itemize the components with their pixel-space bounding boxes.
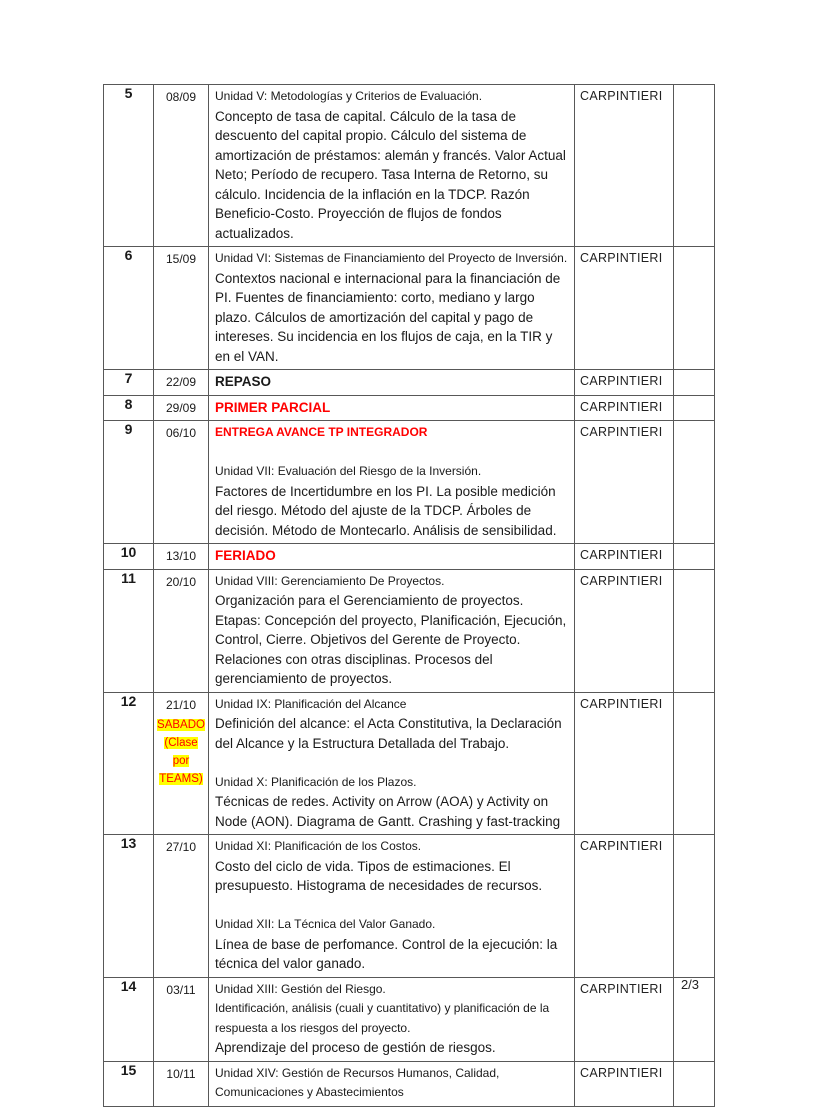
content-cell [209,835,575,978]
content-paragraph: Unidad XI: Planificación de los Costos. [215,839,422,853]
professor-cell: CARPINTIERI [575,692,674,835]
week-cell: 13 [104,835,154,978]
content-paragraph: REPASO [215,374,272,389]
date-label: 15/09 [165,252,197,266]
content-cell [209,977,575,1061]
date-label: 13/10 [165,549,197,563]
content-cell [209,85,575,247]
date-label: 22/09 [165,375,197,389]
week-cell: 15 [104,1061,154,1106]
date-cell [154,421,209,544]
page-number: 2/3 [680,977,700,992]
content-cell [209,569,575,692]
date-label: 10/11 [166,1066,196,1081]
content-paragraph: Unidad VI: Sistemas de Financiamiento del Proyecto de Inversión. [215,251,568,265]
professor-cell: CARPINTIERI [575,421,674,544]
week-cell: 9 [104,421,154,544]
date-note-text: SABADO (Clase por TEAMS) [157,718,205,785]
extra-cell [674,395,715,421]
professor-cell: CARPINTIERI [575,835,674,978]
date-label: 06/10 [165,426,197,440]
blank-line [215,896,568,916]
table-row [104,85,715,247]
course-schedule-table [103,84,715,1107]
content-cell [209,395,575,421]
content-paragraph: Unidad VII: Evaluación del Riesgo de la Inversión. [215,464,482,478]
date-label: 29/09 [165,400,197,415]
content-paragraph: Organización para el Gerenciamiento de proyectos. Etapas: Concepción del proyecto, Planificación, Ejecución, Control, Cierre. Objetivos del Gerente de Proyecto. Relaciones con otras disciplinas. Procesos del gerenciamiento de proyectos. [215,593,567,686]
table-row [104,370,715,396]
content-cell [209,544,575,570]
table-row [104,569,715,692]
professor-cell: CARPINTIERI [575,977,674,1061]
week-cell: 8 [104,395,154,421]
professor-cell: CARPINTIERI [575,395,674,421]
schedule-table-body [104,85,715,1107]
table-row [104,692,715,835]
date-cell [154,692,209,835]
content-paragraph: Factores de Incertidumbre en los PI. La posible medición del riesgo. Método del ajuste de la TDCP. Árboles de decisión. Método de Montecarlo. Análisis de sensibilidad. [215,483,557,538]
content-paragraph: Aprendizaje del proceso de gestión de riesgos. [215,1040,496,1055]
table-row [104,1061,715,1106]
content-paragraph: Costo del ciclo de vida. Tipos de estimaciones. El presupuesto. Histograma de necesidades de recursos. [215,858,543,893]
extra-cell [674,569,715,692]
content-paragraph: Unidad V: Metodologías y Criterios de Evaluación. [215,89,483,103]
date-cell [154,395,209,421]
content-paragraph: Técnicas de redes. Activity on Arrow (AOA) y Activity on Node (AON). Diagrama de Gantt. Crashing y fast-tracking [215,794,561,829]
professor-cell: CARPINTIERI [575,544,674,570]
content-paragraph: Unidad XII: La Técnica del Valor Ganado. [215,917,436,931]
professor-cell: CARPINTIERI [575,370,674,396]
content-cell [209,692,575,835]
extra-cell [674,835,715,978]
date-cell [154,569,209,692]
week-cell: 11 [104,569,154,692]
content-paragraph: ENTREGA AVANCE TP INTEGRADOR [215,425,428,439]
content-paragraph: Línea de base de perfomance. Control de la ejecución: la técnica del valor ganado. [215,936,558,971]
table-row [104,395,715,421]
content-paragraph: Concepto de tasa de capital. Cálculo de la tasa de descuento del capital propio. Cálculo del sistema de amortización de préstamos: alemán y francés. Valor Actual Neto; Período de recupero. Tasa Interna de Retorno, su cálculo. Incidencia de la inflación en la TDCP. Razón Beneficio-Costo. Proyección de flujos de fondos actualizados. [215,108,566,241]
table-row [104,835,715,978]
content-cell [209,247,575,370]
week-cell: 10 [104,544,154,570]
content-paragraph: Definición del alcance: el Acta Constitutiva, la Declaración del Alcance y la Estructura Detallada del Trabajo. [215,716,562,751]
date-label: 21/10 [165,697,197,712]
date-cell [154,247,209,370]
week-cell: 12 [104,692,154,835]
date-cell [154,977,209,1061]
table-row [104,421,715,544]
content-paragraph: Identificación, análisis (cuali y cuantitativo) y planificación de la respuesta a los riesgos del proyecto. [215,1001,550,1035]
extra-cell [674,421,715,544]
date-label: 08/09 [165,90,197,104]
blank-line [215,443,568,463]
date-cell [154,370,209,396]
date-cell [154,835,209,978]
content-paragraph: Unidad IX: Planificación del Alcance [215,696,407,711]
date-label: 03/11 [166,982,196,997]
content-cell [209,370,575,396]
content-cell [209,1061,575,1106]
week-cell: 14 [104,977,154,1061]
date-note-highlight [154,716,208,788]
blank-line [215,753,568,773]
content-paragraph: Unidad XIII: Gestión del Riesgo. [215,981,386,996]
professor-cell: CARPINTIERI [575,247,674,370]
extra-cell [674,692,715,835]
week-cell: 5 [104,85,154,247]
content-paragraph: PRIMER PARCIAL [215,399,331,415]
content-paragraph: Contextos nacional e internacional para la financiación de PI. Fuentes de financiamiento: corto, mediano y largo plazo. Cálculos de amortización del capital y pago de intereses. Su incidencia en los flujos de caja, en la TIR y en el VAN. [215,270,561,364]
table-row [104,977,715,1061]
date-cell [154,544,209,570]
content-paragraph: Unidad XIV: Gestión de Recursos Humanos, Calidad, Comunicaciones y Abastecimientos [215,1065,500,1099]
content-paragraph: Unidad VIII: Gerenciamiento De Proyectos. [215,573,445,588]
week-cell: 7 [104,370,154,396]
professor-cell: CARPINTIERI [575,85,674,247]
professor-cell: CARPINTIERI [575,569,674,692]
date-label: 20/10 [165,574,197,589]
table-row [104,544,715,570]
extra-cell [674,85,715,247]
extra-cell [674,370,715,396]
date-label: 27/10 [165,840,197,854]
extra-cell [674,247,715,370]
extra-cell [674,1061,715,1106]
date-cell [154,1061,209,1106]
content-cell [209,421,575,544]
content-paragraph: FERIADO [215,548,276,563]
content-paragraph: Unidad X: Planificación de los Plazos. [215,774,417,789]
date-cell [154,85,209,247]
week-cell: 6 [104,247,154,370]
table-row [104,247,715,370]
extra-cell [674,544,715,570]
professor-cell: CARPINTIERI [575,1061,674,1106]
